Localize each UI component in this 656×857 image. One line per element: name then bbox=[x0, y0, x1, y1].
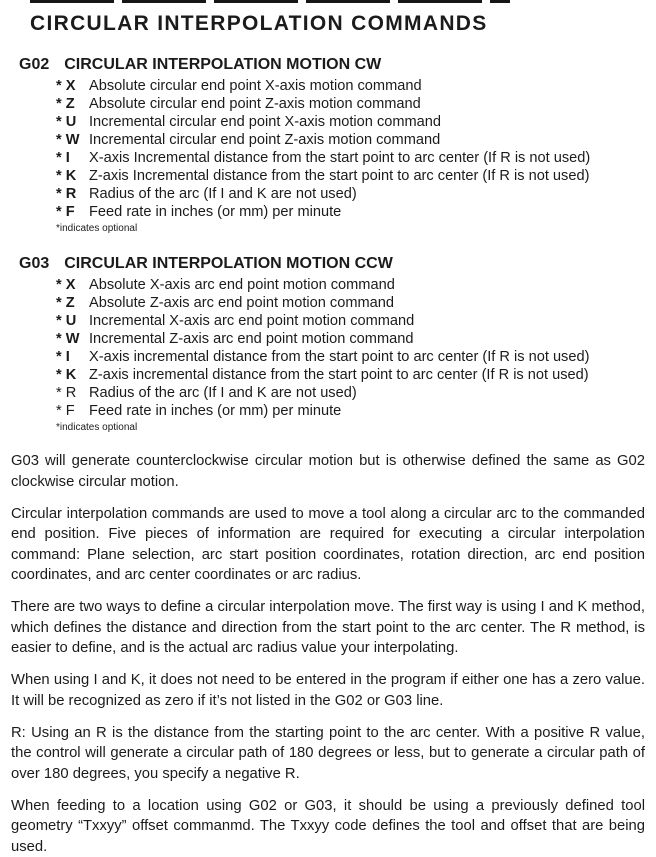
command-desc: Radius of the arc (If I and K are not used) bbox=[89, 384, 357, 402]
command-item bbox=[56, 366, 645, 384]
command-key: * K bbox=[56, 167, 89, 185]
command-item bbox=[56, 384, 645, 402]
section-g03 bbox=[11, 254, 645, 434]
command-desc: Feed rate in inches (or mm) per minute bbox=[89, 203, 341, 221]
command-key: * X bbox=[56, 276, 89, 294]
command-key: * R bbox=[56, 185, 89, 203]
command-item bbox=[56, 312, 645, 330]
body-paragraph: G03 will generate counterclockwise circular motion but is otherwise defined the same as G02 clockwise circular motion. bbox=[11, 451, 645, 492]
command-key: * R bbox=[56, 384, 89, 402]
command-key: * U bbox=[56, 113, 89, 131]
command-desc: Feed rate in inches (or mm) per minute bbox=[89, 402, 341, 420]
command-item bbox=[56, 185, 645, 203]
body-paragraph: When feeding to a location using G02 or G03, it should be using a previously defined tool geometry “Txxyy” offset commanmd. The Txxyy code defines the tool and offset that are being used. bbox=[11, 796, 645, 857]
command-desc: X-axis incremental distance from the start point to arc center (If R is not used) bbox=[89, 348, 589, 366]
command-list bbox=[11, 276, 645, 420]
command-key: * Z bbox=[56, 294, 89, 312]
body-text bbox=[11, 451, 645, 857]
command-desc: Incremental circular end point X-axis motion command bbox=[89, 113, 441, 131]
command-item bbox=[56, 330, 645, 348]
command-key: * U bbox=[56, 312, 89, 330]
section-heading-row bbox=[19, 254, 645, 273]
section-title: CIRCULAR INTERPOLATION MOTION CW bbox=[64, 55, 381, 74]
command-desc: Absolute X-axis arc end point motion command bbox=[89, 276, 395, 294]
command-key: * W bbox=[56, 131, 89, 149]
command-item bbox=[56, 77, 645, 95]
body-paragraph: There are two ways to define a circular interpolation move. The first way is using I and K method, which defines the distance and direction from the start point to the arc center. The R method, is easier to define, and is the actual arc radius value your interpolating. bbox=[11, 597, 645, 659]
command-desc: Z-axis incremental distance from the start point to arc center (If R is not used) bbox=[89, 366, 589, 384]
page-title: CIRCULAR INTERPOLATION COMMANDS bbox=[30, 12, 645, 36]
command-desc: Absolute circular end point Z-axis motion command bbox=[89, 95, 421, 113]
scan-artifact-strip bbox=[30, 0, 510, 3]
body-paragraph: When using I and K, it does not need to be entered in the program if either one has a zero value. It will be recognized as zero if it’s not listed in the G02 or G03 line. bbox=[11, 670, 645, 711]
command-desc: Radius of the arc (If I and K are not used) bbox=[89, 185, 357, 203]
command-item bbox=[56, 203, 645, 221]
command-key: * F bbox=[56, 402, 89, 420]
optional-footnote: *indicates optional bbox=[56, 422, 645, 434]
command-desc: Absolute Z-axis arc end point motion command bbox=[89, 294, 394, 312]
command-key: * K bbox=[56, 366, 89, 384]
body-paragraph: R: Using an R is the distance from the starting point to the arc center. With a positive R value, the control will generate a circular path of 180 degrees or less, but to generate a circular path of over 180 degrees, you specify a negative R. bbox=[11, 723, 645, 785]
command-key: * X bbox=[56, 77, 89, 95]
command-key: * Z bbox=[56, 95, 89, 113]
command-item bbox=[56, 113, 645, 131]
command-desc: X-axis Incremental distance from the start point to arc center (If R is not used) bbox=[89, 149, 590, 167]
section-title: CIRCULAR INTERPOLATION MOTION CCW bbox=[64, 254, 393, 273]
command-item bbox=[56, 167, 645, 185]
command-key: * I bbox=[56, 348, 89, 366]
command-item bbox=[56, 348, 645, 366]
command-key: * W bbox=[56, 330, 89, 348]
command-desc: Z-axis Incremental distance from the start point to arc center (If R is not used) bbox=[89, 167, 589, 185]
command-desc: Incremental Z-axis arc end point motion command bbox=[89, 330, 413, 348]
command-item bbox=[56, 276, 645, 294]
command-desc: Absolute circular end point X-axis motion command bbox=[89, 77, 422, 95]
section-g02 bbox=[11, 55, 645, 235]
command-item bbox=[56, 95, 645, 113]
section-code: G02 bbox=[19, 55, 49, 74]
command-key: * F bbox=[56, 203, 89, 221]
command-key: * I bbox=[56, 149, 89, 167]
body-paragraph: Circular interpolation commands are used to move a tool along a circular arc to the commanded end position. Five pieces of information are required for executing a circular interpolation command: Plane selection, arc start position coordinates, rotation direction, arc end position coordinates, and arc center coordinates or arc radius. bbox=[11, 504, 645, 586]
section-heading-row bbox=[19, 55, 645, 74]
command-item bbox=[56, 402, 645, 420]
command-desc: Incremental X-axis arc end point motion command bbox=[89, 312, 414, 330]
command-item bbox=[56, 149, 645, 167]
optional-footnote: *indicates optional bbox=[56, 223, 645, 235]
command-item bbox=[56, 131, 645, 149]
command-list bbox=[11, 77, 645, 221]
section-code: G03 bbox=[19, 254, 49, 273]
command-desc: Incremental circular end point Z-axis motion command bbox=[89, 131, 440, 149]
command-item bbox=[56, 294, 645, 312]
